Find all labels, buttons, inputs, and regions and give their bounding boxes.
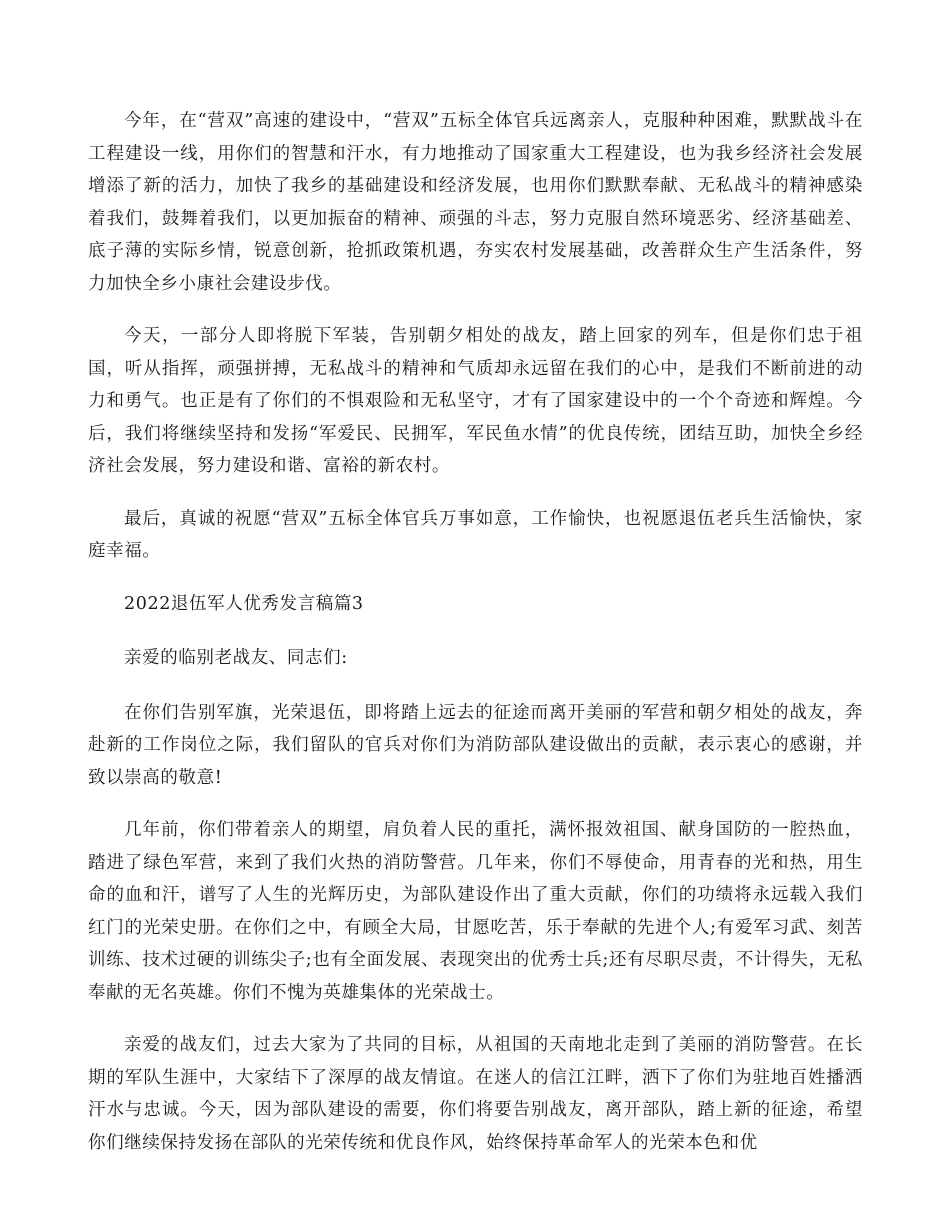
paragraph-gratitude: 在你们告别军旗，光荣退伍，即将踏上远去的征途而离开美丽的军营和朝夕相处的战友，奔赴新的工作岗位之际，我们留队的官兵对你们为消防部队建设做出的贡献，表示衷心的感谢，并致以崇高的敬意! bbox=[88, 702, 863, 788]
paragraph-construction-contribution: 今年，在“营双”高速的建设中，“营双”五标全体官兵远离亲人，克服种种困难，默默战斗在工程建设一线，用你们的智慧和汗水，有力地推动了国家重大工程建设，也为我乡经济社会发展增添了新的活力，加快了我乡的基础建设和经济发展，也用你们默默奉献、无私战斗的精神感染着我们，鼓舞着我们，以更加振奋的精神、顽强的斗志，努力克服自然环境恶劣、经济基础差、底子薄的实际乡情，锐意创新，抢抓政策机遇，夯实农村发展基础，改善群众生产生活条件，努力加快全乡小康社会建设步伐。 bbox=[88, 111, 863, 294]
salutation: 亲爱的临别老战友、同志们: bbox=[124, 648, 348, 668]
paragraph-service-history: 几年前，你们带着亲人的期望，肩负着人民的重托，满怀报效祖国、献身国防的一腔热血，踏进了绿色军营，来到了我们火热的消防警营。几年来，你们不辱使命，用青春的光和热，用生命的血和汗，谱写了人生的光辉历史，为部队建设作出了重大贡献，你们的功绩将永远载入我们红门的光荣史册。在你们之中，有顾全大局，甘愿吃苦，乐于奉献的先进个人;有爱军习武、刻苦训练、技术过硬的训练尖子;也有全面发展、表现突出的优秀士兵;还有尽职尽责，不计得失，无私奉献的无名英雄。你们不愧为英雄集体的光荣战士。 bbox=[88, 820, 863, 1003]
section-heading: 2022退伍军人优秀发言稿篇3 bbox=[124, 593, 364, 614]
paragraph-comrades: 亲爱的战友们，过去大家为了共同的目标，从祖国的天南地北走到了美丽的消防警营。在长期的军队生涯中，大家结下了深厚的战友情谊。在迷人的信江江畔，洒下了你们为驻地百姓播洒汗水与忠诚。今天，因为部队建设的需要，你们将要告别战友，离开部队，踏上新的征途，希望你们继续保持发扬在部队的光荣传统和优良作风，始终保持革命军人的光荣本色和优 bbox=[88, 1035, 863, 1153]
document-page bbox=[88, 105, 863, 1179]
paragraph-closing-wishes: 最后，真诚的祝愿“营双”五标全体官兵万事如意，工作愉快，也祝愿退伍老兵生活愉快，家庭幸福。 bbox=[88, 508, 863, 561]
paragraph-farewell-spirit: 今天，一部分人即将脱下军装，告别朝夕相处的战友，踏上回家的列车，但是你们忠于祖国，听从指挥，顽强拼搏，无私战斗的精神和气质却永远留在我们的心中，是我们不断前进的动力和勇气。也正是有了你们的不惧艰险和无私坚守，才有了国家建设中的一个个奇迹和辉煌。今后，我们将继续坚持和发扬“军爱民、民拥军，军民鱼水情”的优良传统，团结互助，加快全乡经济社会发展，努力建设和谐、富裕的新农村。 bbox=[88, 326, 863, 476]
